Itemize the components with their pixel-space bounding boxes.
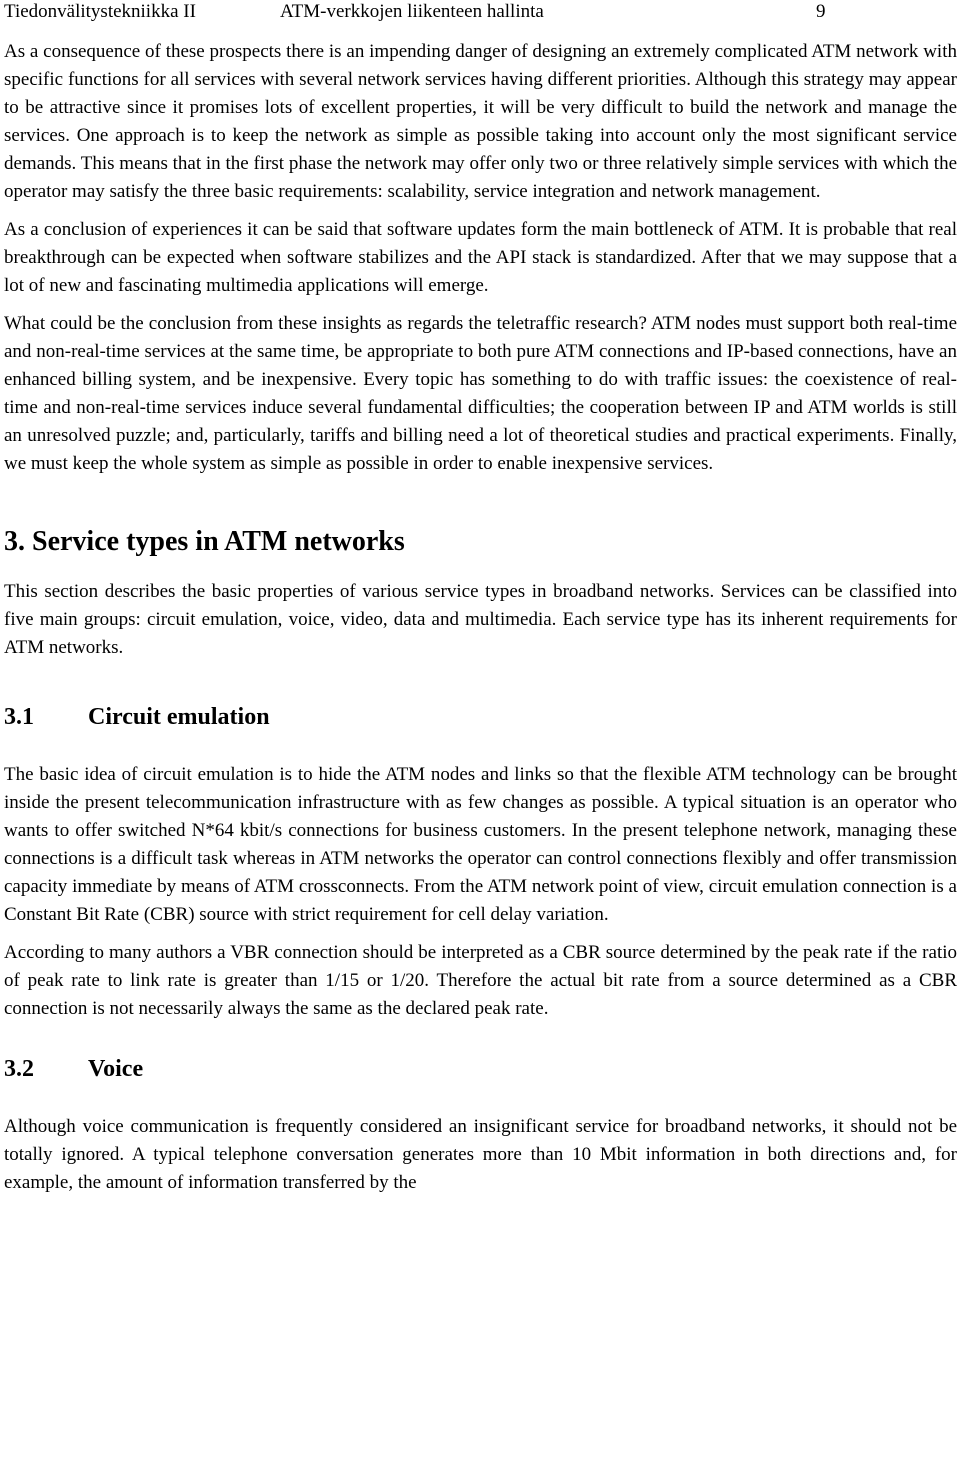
subsection-number: 3.2 [4, 1056, 34, 1082]
paragraph-circuit-emulation: The basic idea of circuit emulation is to hide the ATM nodes and links so that the flexible ATM technology can be brought inside the present telecommunication infrastructure with as few changes as possible. A typical situation is an operator who wants to offer switched N*64 kbit/s connections for business customers. In the present telephone network, managing these connections is a difficult task whereas in ATM networks the operator can control connections flexibly and offer transmission capacity immediate by means of ATM crossconnects. From the ATM network point of view, circuit emulation connection is a Constant Bit Rate (CBR) source with strict requirement for cell delay variation. [4, 764, 957, 925]
paragraph-voice: Although voice communication is frequently considered an insignificant service for broadband networks, it should not be totally ignored. A typical telephone conversation generates more than 10 Mbit information in both directions and, for example, the amount of information transferred by the [4, 1116, 957, 1193]
page-number: 9 [816, 1, 826, 22]
paragraph-network-complexity: As a consequence of these prospects there is an impending danger of designing an extremely complicated ATM network with specific functions for all services with several network services having different priorities. Although this strategy may appear to be attractive since it promises lots of excellent properties, it will be very difficult to build the network and manage the services. One approach is to keep the network as simple as possible taking into account only the most significant service demands. This means that in the first phase the network may offer only two or three relatively simple services with which the operator may satisfy the three basic requirements: scalability, service integration and network management. [4, 41, 957, 202]
paragraph-vbr-cbr: According to many authors a VBR connection should be interpreted as a CBR source determined by the peak rate if the ratio of peak rate to link rate is greater than 1/15 or 1/20. Therefore the actual bit rate from a source determined as a CBR connection is not necessarily always the same as the declared peak rate. [4, 942, 957, 1019]
header-document-title: ATM-verkkojen liikenteen hallinta [280, 1, 544, 22]
paragraph-service-types-intro: This section describes the basic properties of various service types in broadband networks. Services can be classified into five main groups: circuit emulation, voice, video, data and multimedia. Each service type has its inherent requirements for ATM networks. [4, 581, 957, 658]
paragraph-teletraffic-research: What could be the conclusion from these insights as regards the teletraffic research? ATM nodes must support both real-time and non-real-time services at the same time, be appropriate to both pure ATM connections and IP-based connections, have an enhanced billing system, and be inexpensive. Every topic has something to do with traffic issues: the coexistence of real-time and non-real-time services induce several fundamental difficulties; the cooperation between IP and ATM worlds is still an unresolved puzzle; and, particularly, tariffs and billing need a lot of theoretical studies and practical experiments. Finally, we must keep the whole system as simple as possible in order to enable inexpensive services. [4, 313, 957, 474]
subsection-title: Circuit emulation [88, 704, 270, 730]
subsection-title: Voice [88, 1056, 144, 1082]
subsection-heading-voice [4, 1053, 957, 1085]
running-header [4, 0, 957, 30]
subsection-number: 3.1 [4, 704, 34, 730]
section-heading-service-types: 3. Service types in ATM networks [4, 526, 405, 557]
paragraph-software-bottleneck: As a conclusion of experiences it can be said that software updates form the main bottleneck of ATM. It is probable that real breakthrough can be expected when software stabilizes and the API stack is standardized. After that we may suppose that a lot of new and fascinating multimedia applications will emerge. [4, 219, 957, 296]
subsection-heading-circuit-emulation [4, 701, 957, 733]
header-course-title: Tiedonvälitystekniikka II [4, 1, 196, 22]
